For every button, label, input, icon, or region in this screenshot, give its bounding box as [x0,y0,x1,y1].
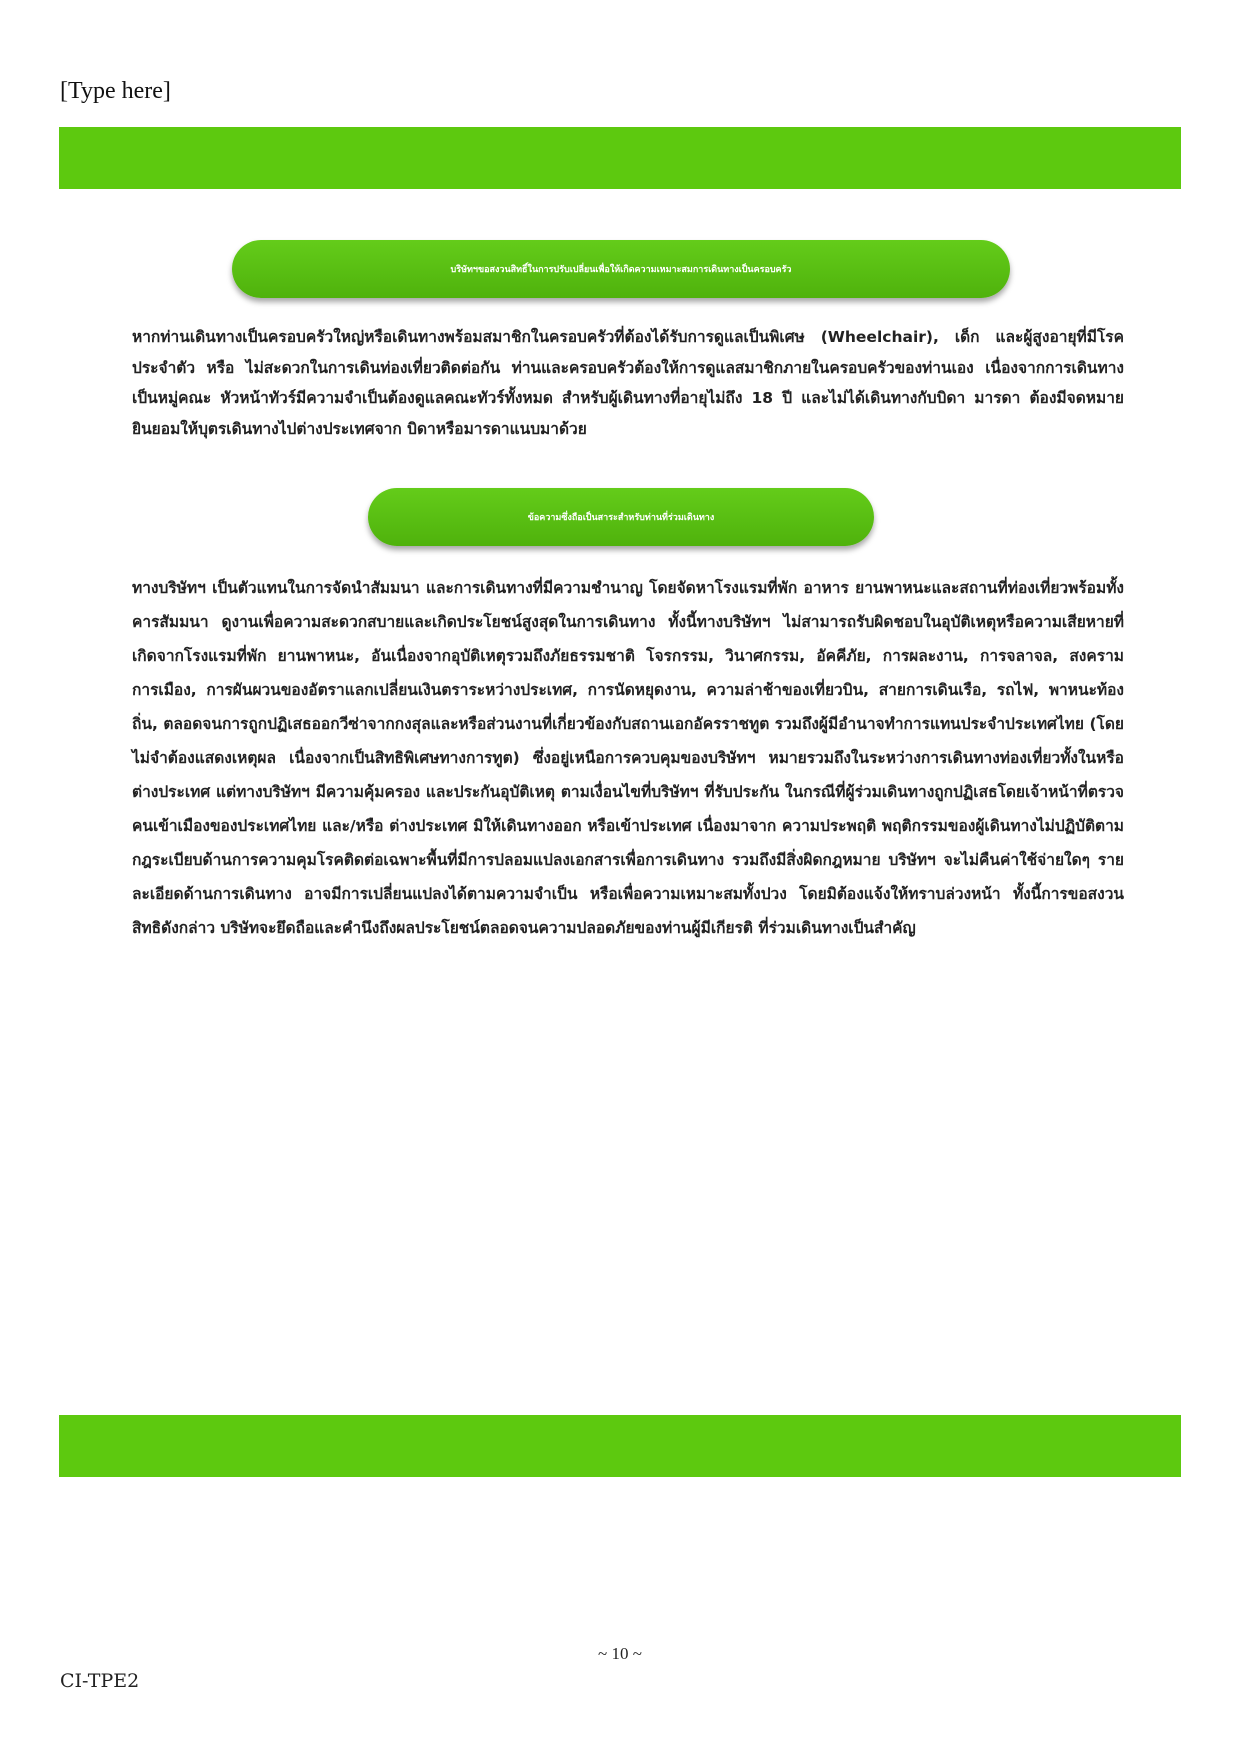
page-number: ~ 10 ~ [598,1644,642,1663]
important-notice-heading: ข้อความซึ่งถือเป็นสาระสำหรับท่านที่ร่วมเดินทาง [368,488,874,546]
bottom-green-banner [59,1415,1181,1477]
header-placeholder: [Type here] [60,78,171,104]
family-travel-paragraph: หากท่านเดินทางเป็นครอบครัวใหญ่หรือเดินทางพร้อมสมาชิกในครอบครัวที่ต้องได้รับการดูแลเป็นพิเศษ (Wheelchair), เด็ก และผู้สูงอายุที่มีโรคประจำตัว หรือ ไม่สะดวกในการเดินท่องเที่ยวติดต่อกัน ท่านและครอบครัวต้องให้การดูแลสมาชิกภายในครอบครัวของท่านเอง เนื่องจากการเดินทางเป็นหมู่คณะ หัวหน้าทัวร์มีความจำเป็นต้องดูแลคณะทัวร์ทั้งหมด สำหรับผู้เดินทางที่อายุไม่ถึง 18 ปี และไม่ได้เดินทางกับบิดา มารดา ต้องมีจดหมายยินยอมให้บุตรเดินทางไปต่างประเทศจาก บิดาหรือมารดาแนบมาด้วย [132,328,1124,438]
document-code: CI-TPE2 [60,1670,140,1692]
family-travel-heading: บริษัทฯขอสงวนสิทธิ์ในการปรับเปลี่ยนเพื่อให้เกิดความเหมาะสมการเดินทางเป็นครอบครัว [232,240,1010,298]
top-green-banner [59,127,1181,189]
important-notice-paragraph: ทางบริษัทฯ เป็นตัวแทนในการจัดนำสัมมนา และการเดินทางที่มีความชำนาญ โดยจัดหาโรงแรมที่พัก อาหาร ยานพาหนะและสถานที่ท่องเที่ยวพร้อมทั้งคารสัมมนา ดูงานเพื่อความสะดวกสบายและเกิดประโยชน์สูงสุดในการเดินทาง ทั้งนี้ทางบริษัทฯ ไม่สามารถรับผิดชอบในอุบัติเหตุหรือความเสียหายที่เกิดจากโรงแรมที่พัก ยานพาหนะ, อันเนื่องจากอุบัติเหตุรวมถึงภัยธรรมชาติ โจรกรรม, วินาศกรรม, อัคคีภัย, การผละงาน, การจลาจล, สงครามการเมือง, การผันผวนของอัตราแลกเปลี่ยนเงินตราระหว่างประเทศ, การนัดหยุดงาน, ความล่าช้าของเที่ยวบิน, สายการเดินเรือ, รถไฟ, พาหนะท้องถิ่น, ตลอดจนการถูกปฏิเสธออกวีซ่าจากกงสุลและหรือส่วนงานที่เกี่ยวข้องกับสถานเอกอัครราชทูต รวมถึงผู้มีอำนาจทำการแทนประจำประเทศไทย (โดยไม่จำต้องแสดงเหตุผล เนื่องจากเป็นสิทธิพิเศษทางการทูต) ซึ่งอยู่เหนือการควบคุมของบริษัทฯ หมายรวมถึงในระหว่างการเดินทางท่องเที่ยวทั้งในหรือต่างประเทศ แต่ทางบริษัทฯ มีความคุ้มครอง และประกันอุบัติเหตุ ตามเงื่อนไขที่บริษัทฯ ที่รับประกัน ในกรณีที่ผู้ร่วมเดินทางถูกปฏิเสธโดยเจ้าหน้าที่ตรวจคนเข้าเมืองของประเทศไทย และ/หรือ ต่างประเทศ มิให้เดินทางออก หรือเข้าประเทศ เนื่องมาจาก ความประพฤติ พฤติกรรมของผู้เดินทางไม่ปฏิบัติตามกฎระเบียบด้านการความคุมโรคติดต่อเฉพาะพื้นที่มีการปลอมแปลงเอกสารเพื่อการเดินทาง รวมถึงมีสิ่งผิดกฎหมาย บริษัทฯ จะไม่คืนค่าใช้จ่ายใดๆ รายละเอียดด้านการเดินทาง อาจมีการเปลี่ยนแปลงได้ตามความจำเป็น หรือเพื่อความเหมาะสมทั้งปวง โดยมิต้องแจ้งให้ทราบล่วงหน้า ทั้งนี้การขอสงวนสิทธิดังกล่าว บริษัทจะยึดถือและคำนึงถึงผลประโยชน์ตลอดจนความปลอดภัยของท่านผู้มีเกียรติ ที่ร่วมเดินทางเป็นสำคัญ [132,579,1124,937]
